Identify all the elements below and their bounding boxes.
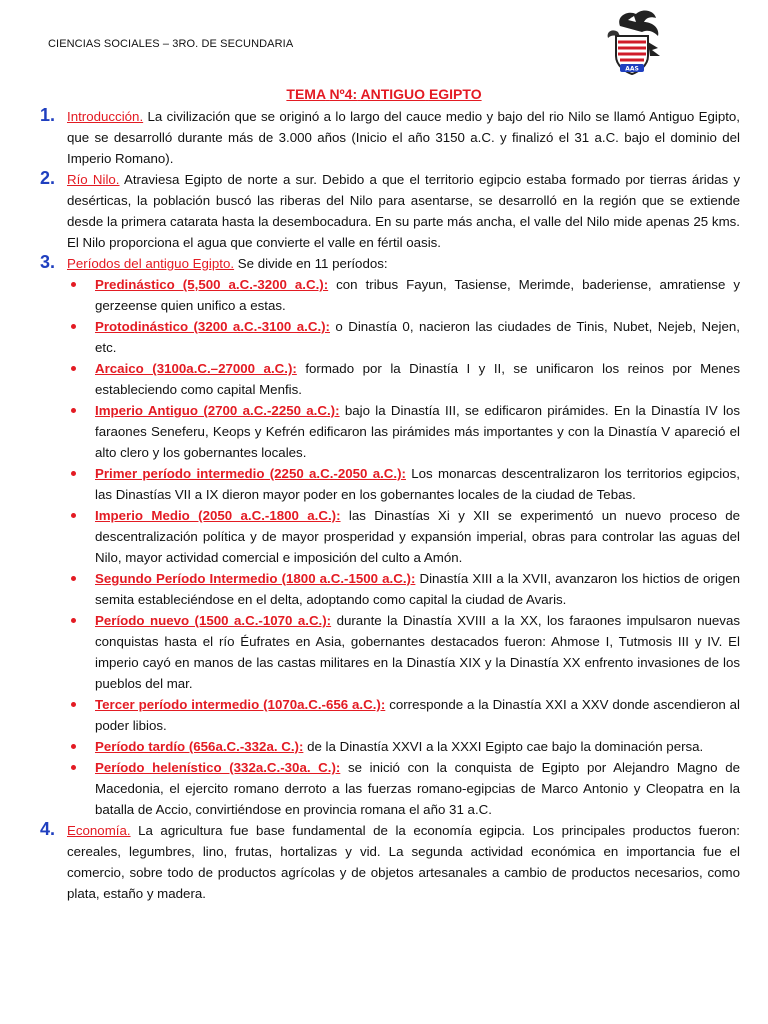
period-item [67,694,740,736]
bullet-icon [71,744,76,749]
section-text: La civilización que se originó a lo largo del cauce medio y bajo del rio Nilo se llamó Antiguo Egipto, que se desarrolló durante más de 3.000 años (Inicio el año 3150 a.C. y finalizó el 31 a.C. bajo el dominio del Imperio Romano). [67,109,740,166]
period-name: Imperio Antiguo (2700 a.C.-2250 a.C.): [95,403,340,418]
period-name: Predinástico (5,500 a.C.-3200 a.C.): [95,277,329,292]
page-title [0,86,768,102]
period-text: Dinastía XIII a la XVII, avanzaron los hictios de origen semita estableciéndose en el delta, adoptando como capital la ciudad de Avaris. [95,571,740,607]
logo-text: AAS [625,65,639,73]
period-name: Arcaico (3100a.C.–27000 a.C.): [95,361,297,376]
period-item [67,316,740,358]
section-heading: Períodos del antiguo Egipto. [67,256,235,271]
bullet-icon [71,576,76,581]
eagle-shield-logo [598,6,670,78]
section-number: 4. [40,819,56,839]
section-text: Se divide en 11 períodos: [234,256,388,271]
section-rio-nilo [40,169,740,253]
period-text: durante la Dinastía XVIII a la XX, los faraones impulsaron nuevas conquistas hasta el río Éufrates en Asia, gobernantes destacados fueron: Ahmose I, Tutmosis III y IV. El imperio cayó en manos de las castas militares en la Dinastía XIX y la Dinastía XX enfrento invasiones de los pueblos del mar. [95,613,740,691]
bullet-icon [71,618,76,623]
bullet-icon [71,324,76,329]
section-heading: Economía. [67,823,131,838]
document-body [40,106,740,904]
period-name: Tercer período intermedio (1070a.C.-656 a.C.): [95,697,386,712]
period-name: Primer período intermedio (2250 a.C.-2050 a.C.): [95,466,406,481]
period-name: Segundo Período Intermedio (1800 a.C.-1500 a.C.): [95,571,416,586]
title-tema: TEMA [286,86,326,102]
period-text: Los monarcas descentralizaron los territorios egipcios, las Dinastías VII a IX dieron mayor poder en los gobernantes locales de la ciudad de Tebas. [95,466,740,502]
bullet-icon [71,702,76,707]
period-name: Período nuevo (1500 a.C.-1070 a.C.): [95,613,332,628]
period-item [67,400,740,463]
period-text: o Dinastía 0, nacieron las ciudades de Tinis, Nubet, Nejeb, Nejen, etc. [95,319,740,355]
title-word-egipto: EGIPTO [428,86,482,102]
bullet-icon [71,471,76,476]
bullet-icon [71,513,76,518]
period-text: con tribus Fayun, Tasiense, Merimde, baderiense, amratiense y gerzeense quien unifico a estas. [95,277,740,313]
bullet-icon [71,366,76,371]
section-periodos [40,253,740,820]
period-text: corresponde a la Dinastía XXI a XXV donde ascendieron al poder libios. [95,697,741,733]
bullet-icon [71,282,76,287]
period-item [67,757,740,820]
section-text: La agricultura fue base fundamental de la economía egipcia. Los principales productos fueron: cereales, legumbres, lino, frutas, hortalizas y vid. La segunda actividad económica en importancia fue el comercio, sobre todo de productos agrícolas y de objetos artesanales a cambio de productos necesarios, como plata, estaño y madera. [67,823,740,901]
period-item [67,736,740,757]
period-item [67,358,740,400]
title-word-antiguo: ANTIGUO [360,86,426,102]
period-text: formado por la Dinastía I y II, se unificaron los reinos por Menes estableciendo como capital Menfis. [95,361,740,397]
period-name: Período helenístico (332a.C.-30a. C.): [95,760,341,775]
section-number: 3. [40,252,56,272]
period-item [67,274,740,316]
period-item [67,568,740,610]
course-header: CIENCIAS SOCIALES – 3RO. DE SECUNDARIA [48,38,294,50]
period-name: Imperio Medio (2050 a.C.-1800 a.C.): [95,508,341,523]
periods-list [67,274,740,820]
period-text: se inició con la conquista de Egipto por Alejandro Magno de Macedonia, el ejercito romano derroto a las fuerzas romano-egipcias de Marco Antonio y Cleopatra en la batalla de Accio, convirtiéndose en provincia romana el año 31 a.C. [95,760,740,817]
section-number: 2. [40,168,56,188]
period-text: bajo la Dinastía III, se edificaron pirámides. En la Dinastía IV los faraones Seneferu, Keops y Kefrén edificaron las pirámides más importantes y con la Dinastía V apareció el alto clero y los gobernantes locales. [95,403,741,460]
section-economia [40,820,740,904]
period-name: Período tardío (656a.C.-332a. C.): [95,739,304,754]
section-text: Atraviesa Egipto de norte a sur. Debido a que el territorio egipcio estaba formado por tierras áridas y desérticas, la población buscó las riberas del Nilo para asentarse, se desarrolló en la región que se extiende desde la primera catarata hasta la desembocadura. En su parte más ancha, el valle del Nilo mide apenas 25 kms. El Nilo proporciona el agua que convierte el valle en fértil oasis. [67,172,740,250]
period-name: Protodinástico (3200 a.C.-3100 a.C.): [95,319,330,334]
period-item [67,463,740,505]
period-text: de la Dinastía XXVI a la XXXI Egipto cae bajo la dominación persa. [303,739,704,754]
bullet-icon [71,765,76,770]
section-number: 1. [40,105,56,125]
section-heading: Río Nilo. [67,172,120,187]
bullet-icon [71,408,76,413]
period-item [67,610,740,694]
period-item [67,505,740,568]
title-number: Nº4: [329,86,358,102]
section-introduccion [40,106,740,169]
section-heading: Introducción. [67,109,144,124]
period-text: las Dinastías Xi y XII se experimentó un nuevo proceso de descentralización política y de mayor prosperidad y expansión imperial, obras para controlar las aguas del Nilo, mayor actividad comercial e imposición del culto a Amón. [95,508,740,565]
